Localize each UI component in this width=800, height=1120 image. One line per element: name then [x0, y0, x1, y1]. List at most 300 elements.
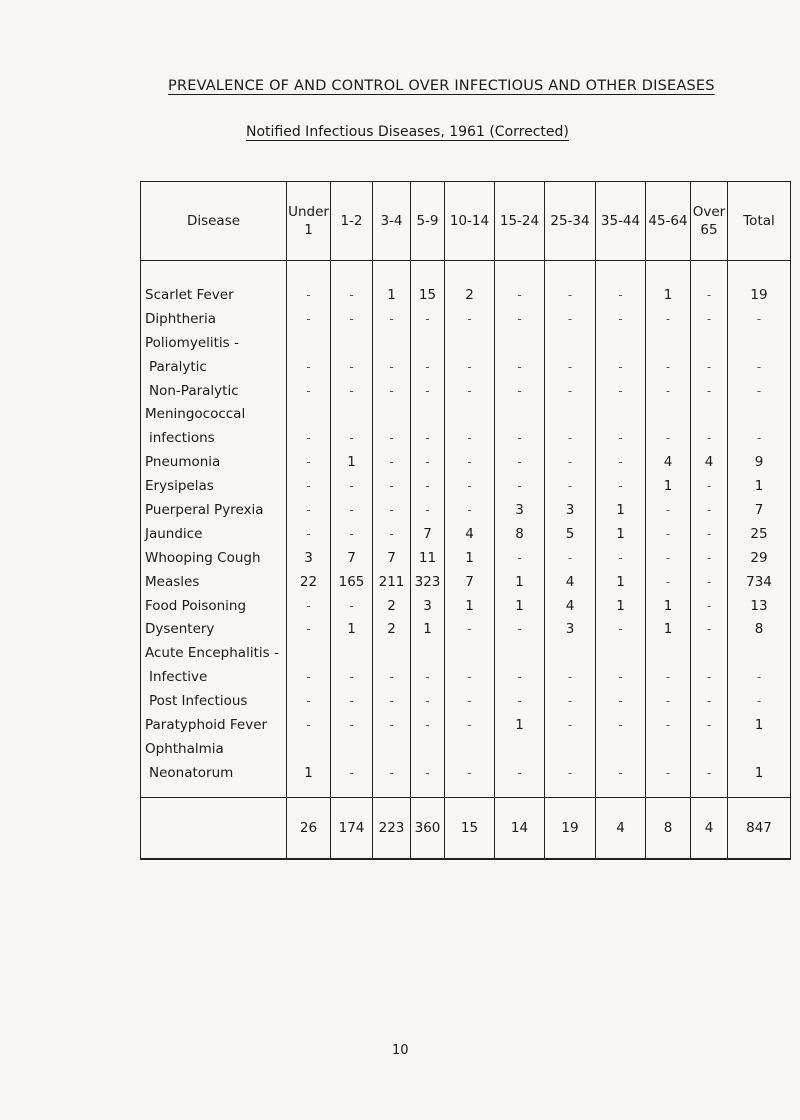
- column-header-disease: [141, 182, 287, 261]
- table-cell: 3: [287, 546, 331, 570]
- table-cell: -: [331, 761, 373, 785]
- table-cell: 7: [373, 546, 411, 570]
- disease-name: Diphtheria: [141, 307, 287, 331]
- table-cell: -: [691, 261, 728, 307]
- table-cell: -: [691, 355, 728, 379]
- table-cell: [596, 737, 646, 761]
- table-cell: [287, 331, 331, 355]
- table-cell: -: [691, 761, 728, 785]
- table-cell: -: [728, 665, 791, 689]
- table-cell: [373, 402, 411, 426]
- column-header: [691, 182, 728, 261]
- disease-name: Ophthalmia: [141, 737, 287, 761]
- table-cell: [445, 737, 495, 761]
- table-cell: [691, 737, 728, 761]
- table-cell: 7: [445, 570, 495, 594]
- table-cell: -: [331, 261, 373, 307]
- total-cell: 14: [495, 797, 545, 859]
- table-cell: -: [691, 426, 728, 450]
- table-cell: 8: [728, 617, 791, 641]
- table-cell: -: [691, 689, 728, 713]
- table-cell: -: [495, 379, 545, 403]
- table-cell: -: [287, 379, 331, 403]
- table-cell: [646, 641, 691, 665]
- column-header-label: 45-64: [648, 213, 688, 229]
- disease-name: Acute Encephalitis -: [141, 641, 287, 665]
- table-cell: 1: [646, 617, 691, 641]
- table-cell: 8: [495, 522, 545, 546]
- table-cell: -: [545, 546, 596, 570]
- table-cell: -: [331, 307, 373, 331]
- table-cell: 1: [373, 261, 411, 307]
- disease-name: Pneumonia: [141, 450, 287, 474]
- table-cell: -: [445, 498, 495, 522]
- column-header-label: 15-24: [499, 213, 540, 229]
- table-row: [141, 426, 791, 450]
- spacer-cell: [495, 785, 545, 798]
- spacer-cell: [331, 785, 373, 798]
- table-cell: -: [287, 713, 331, 737]
- table-cell: [545, 737, 596, 761]
- table-cell: -: [691, 594, 728, 618]
- column-header: [545, 182, 596, 261]
- table-cell: -: [596, 450, 646, 474]
- table-title: Notified Infectious Diseases, 1961 (Corrected): [246, 124, 569, 140]
- table-cell: [646, 737, 691, 761]
- table-cell: 4: [545, 570, 596, 594]
- table-cell: -: [691, 617, 728, 641]
- table-cell: -: [445, 665, 495, 689]
- table-row: [141, 498, 791, 522]
- total-cell: 15: [445, 797, 495, 859]
- total-cell: 26: [287, 797, 331, 859]
- table-cell: -: [495, 546, 545, 570]
- table-cell: 1: [596, 522, 646, 546]
- table-cell: 1: [596, 498, 646, 522]
- table-cell: -: [331, 689, 373, 713]
- table-cell: 1: [331, 617, 373, 641]
- page-number: 10: [392, 1043, 409, 1058]
- table-cell: 3: [411, 594, 445, 618]
- table-cell: -: [545, 713, 596, 737]
- total-cell: 4: [596, 797, 646, 859]
- disease-name: Food Poisoning: [141, 594, 287, 618]
- table-cell: [596, 641, 646, 665]
- disease-name: Poliomyelitis -: [141, 331, 287, 355]
- table-cell: -: [495, 450, 545, 474]
- table-cell: 1: [728, 713, 791, 737]
- table-cell: -: [646, 546, 691, 570]
- table-cell: 11: [411, 546, 445, 570]
- table-cell: -: [373, 498, 411, 522]
- table-cell: -: [411, 450, 445, 474]
- table-cell: -: [411, 355, 445, 379]
- spacer-cell: [545, 785, 596, 798]
- table-cell: 734: [728, 570, 791, 594]
- table-cell: -: [287, 355, 331, 379]
- table-cell: 13: [728, 594, 791, 618]
- totals-row: [141, 797, 791, 859]
- table-cell: -: [287, 617, 331, 641]
- totals-label-cell: [141, 797, 287, 859]
- table-row: [141, 761, 791, 785]
- table-cell: -: [373, 307, 411, 331]
- table-cell: -: [646, 522, 691, 546]
- table-cell: [545, 331, 596, 355]
- table-cell: -: [331, 594, 373, 618]
- table-cell: -: [445, 713, 495, 737]
- table-cell: -: [445, 474, 495, 498]
- table-row: [141, 665, 791, 689]
- total-cell: 4: [691, 797, 728, 859]
- table-cell: -: [287, 474, 331, 498]
- spacer-cell: [728, 785, 791, 798]
- table-cell: -: [411, 498, 445, 522]
- table-cell: -: [646, 689, 691, 713]
- column-header: [411, 182, 445, 261]
- table-cell: 211: [373, 570, 411, 594]
- spacer-cell: [287, 785, 331, 798]
- table-cell: -: [545, 426, 596, 450]
- table-cell: -: [411, 713, 445, 737]
- table-cell: 2: [373, 594, 411, 618]
- table-row: [141, 474, 791, 498]
- table-cell: -: [411, 307, 445, 331]
- table-cell: [445, 331, 495, 355]
- table-cell: -: [411, 761, 445, 785]
- table-cell: -: [728, 307, 791, 331]
- table-cell: -: [646, 426, 691, 450]
- table-cell: [545, 402, 596, 426]
- table-cell: -: [331, 498, 373, 522]
- table-row: [141, 379, 791, 403]
- disease-name: Infective: [141, 665, 287, 689]
- table-cell: -: [445, 450, 495, 474]
- spacer-cell: [141, 785, 287, 798]
- table-cell: -: [646, 307, 691, 331]
- column-header-label: Total: [743, 213, 775, 229]
- disease-name: Jaundice: [141, 522, 287, 546]
- table-cell: -: [495, 474, 545, 498]
- table-cell: -: [411, 665, 445, 689]
- disease-name: Measles: [141, 570, 287, 594]
- table-cell: -: [545, 379, 596, 403]
- table-cell: -: [691, 522, 728, 546]
- table-cell: 1: [445, 546, 495, 570]
- table-cell: -: [545, 261, 596, 307]
- table-cell: 3: [545, 617, 596, 641]
- table-cell: [373, 737, 411, 761]
- table-cell: -: [545, 689, 596, 713]
- table-cell: 9: [728, 450, 791, 474]
- table-cell: [331, 402, 373, 426]
- table-cell: -: [596, 307, 646, 331]
- table-cell: [691, 402, 728, 426]
- table-cell: [411, 402, 445, 426]
- table-cell: 1: [646, 594, 691, 618]
- table-row: [141, 402, 791, 426]
- table-cell: 4: [545, 594, 596, 618]
- table-cell: -: [373, 450, 411, 474]
- table-row: [141, 570, 791, 594]
- table-cell: -: [411, 689, 445, 713]
- table-row: [141, 594, 791, 618]
- table-cell: -: [331, 379, 373, 403]
- disease-name: Paratyphoid Fever: [141, 713, 287, 737]
- table-cell: -: [331, 355, 373, 379]
- table-cell: [646, 331, 691, 355]
- spacer-cell: [411, 785, 445, 798]
- table-cell: -: [545, 474, 596, 498]
- table-cell: -: [411, 474, 445, 498]
- table-cell: -: [445, 689, 495, 713]
- spacer-cell: [646, 785, 691, 798]
- table-cell: -: [287, 426, 331, 450]
- table-cell: -: [596, 426, 646, 450]
- table-cell: 1: [596, 570, 646, 594]
- column-header-label: 3-4: [380, 213, 403, 229]
- table-body: [141, 261, 791, 798]
- column-header-label: Over: [692, 204, 726, 220]
- table-cell: -: [545, 307, 596, 331]
- table-cell: -: [545, 761, 596, 785]
- table-cell: [411, 641, 445, 665]
- table-cell: -: [287, 307, 331, 331]
- table-cell: [596, 402, 646, 426]
- table-row: [141, 641, 791, 665]
- table-cell: -: [728, 379, 791, 403]
- table-cell: [331, 641, 373, 665]
- column-header: [596, 182, 646, 261]
- table-cell: [373, 331, 411, 355]
- table-cell: -: [646, 498, 691, 522]
- table-cell: [331, 737, 373, 761]
- table-cell: -: [287, 450, 331, 474]
- column-header: [646, 182, 691, 261]
- column-header: [373, 182, 411, 261]
- table-cell: -: [495, 426, 545, 450]
- table-cell: 4: [445, 522, 495, 546]
- table-cell: -: [596, 761, 646, 785]
- disease-name: Scarlet Fever: [141, 261, 287, 307]
- table-cell: -: [373, 426, 411, 450]
- table-cell: -: [691, 498, 728, 522]
- table-cell: -: [691, 474, 728, 498]
- table-cell: [373, 641, 411, 665]
- table-cell: -: [445, 379, 495, 403]
- total-cell: 19: [545, 797, 596, 859]
- table-cell: [728, 641, 791, 665]
- table-cell: [728, 331, 791, 355]
- table-cell: -: [646, 355, 691, 379]
- table-cell: -: [331, 522, 373, 546]
- table-cell: 4: [691, 450, 728, 474]
- column-header-label: 1-2: [340, 213, 363, 229]
- table-cell: -: [331, 426, 373, 450]
- table-cell: [287, 737, 331, 761]
- column-header-label: 10-14: [449, 213, 490, 229]
- table-cell: 2: [373, 617, 411, 641]
- table-cell: -: [373, 522, 411, 546]
- table-cell: 7: [411, 522, 445, 546]
- table-row: [141, 261, 791, 307]
- table-cell: -: [373, 474, 411, 498]
- table-cell: -: [373, 761, 411, 785]
- table-cell: [287, 402, 331, 426]
- column-header-label: Under: [288, 204, 329, 220]
- table-cell: 2: [445, 261, 495, 307]
- table-cell: [691, 331, 728, 355]
- total-cell: 8: [646, 797, 691, 859]
- spacer-cell: [691, 785, 728, 798]
- table-cell: -: [691, 570, 728, 594]
- table-cell: -: [445, 761, 495, 785]
- table-cell: -: [596, 546, 646, 570]
- table-cell: -: [596, 379, 646, 403]
- table-cell: 1: [287, 761, 331, 785]
- table-cell: -: [373, 355, 411, 379]
- table-cell: -: [445, 617, 495, 641]
- table-cell: 25: [728, 522, 791, 546]
- table-cell: -: [411, 379, 445, 403]
- table-cell: 29: [728, 546, 791, 570]
- table-cell: -: [596, 474, 646, 498]
- table-cell: -: [331, 665, 373, 689]
- table-cell: 7: [728, 498, 791, 522]
- column-header: [331, 182, 373, 261]
- column-header: [445, 182, 495, 261]
- table-cell: 19: [728, 261, 791, 307]
- total-cell: 174: [331, 797, 373, 859]
- table-row: [141, 450, 791, 474]
- table-cell: 1: [495, 570, 545, 594]
- table-cell: -: [646, 570, 691, 594]
- column-header: [495, 182, 545, 261]
- table-row: [141, 331, 791, 355]
- table-cell: -: [495, 355, 545, 379]
- table-cell: -: [691, 379, 728, 403]
- table-row: [141, 355, 791, 379]
- table-cell: [495, 641, 545, 665]
- table-cell: -: [287, 665, 331, 689]
- table-cell: [545, 641, 596, 665]
- disease-name: Dysentery: [141, 617, 287, 641]
- table-cell: 1: [646, 261, 691, 307]
- table-cell: [691, 641, 728, 665]
- table-cell: [445, 641, 495, 665]
- column-header-label: 5-9: [416, 213, 439, 229]
- table-cell: -: [287, 498, 331, 522]
- table-cell: -: [596, 713, 646, 737]
- table-row: [141, 522, 791, 546]
- table-cell: 15: [411, 261, 445, 307]
- table-cell: -: [646, 379, 691, 403]
- table-cell: -: [445, 307, 495, 331]
- disease-name: Non-Paralytic: [141, 379, 287, 403]
- table-cell: -: [691, 307, 728, 331]
- table-cell: -: [373, 713, 411, 737]
- table-cell: -: [545, 665, 596, 689]
- table-cell: [728, 402, 791, 426]
- table-cell: -: [495, 617, 545, 641]
- spacer-cell: [596, 785, 646, 798]
- table-cell: 3: [495, 498, 545, 522]
- table-cell: -: [373, 379, 411, 403]
- disease-name: infections: [141, 426, 287, 450]
- column-header-label-line2: 65: [700, 222, 718, 238]
- table-cell: 1: [445, 594, 495, 618]
- table-cell: [495, 402, 545, 426]
- table-cell: 1: [411, 617, 445, 641]
- table-cell: -: [646, 665, 691, 689]
- table-cell: [728, 737, 791, 761]
- table-cell: [495, 331, 545, 355]
- column-header-label: 35-44: [600, 213, 641, 229]
- table-row: [141, 307, 791, 331]
- table-cell: [331, 331, 373, 355]
- table-cell: [411, 737, 445, 761]
- column-header-label: Disease: [186, 213, 241, 229]
- header-row: [141, 182, 791, 261]
- spacer-row: [141, 785, 791, 798]
- table-cell: [495, 737, 545, 761]
- table-cell: -: [495, 689, 545, 713]
- total-cell: 360: [411, 797, 445, 859]
- table-cell: [287, 641, 331, 665]
- table-cell: 1: [331, 450, 373, 474]
- table-cell: 1: [495, 713, 545, 737]
- table-row: [141, 713, 791, 737]
- spacer-cell: [373, 785, 411, 798]
- disease-name: Whooping Cough: [141, 546, 287, 570]
- table-cell: -: [495, 665, 545, 689]
- table-cell: -: [373, 665, 411, 689]
- table-cell: [596, 331, 646, 355]
- table-cell: -: [728, 689, 791, 713]
- table-cell: -: [545, 450, 596, 474]
- table-cell: -: [646, 761, 691, 785]
- table-cell: 323: [411, 570, 445, 594]
- table-cell: -: [728, 355, 791, 379]
- table-cell: -: [596, 689, 646, 713]
- notified-diseases-table: [140, 181, 791, 860]
- disease-name: Puerperal Pyrexia: [141, 498, 287, 522]
- table-cell: -: [596, 355, 646, 379]
- table-cell: -: [728, 426, 791, 450]
- table-cell: -: [646, 713, 691, 737]
- column-header-label: 25-34: [550, 213, 590, 229]
- table-row: [141, 546, 791, 570]
- table-cell: 1: [728, 761, 791, 785]
- disease-name: Post Infectious: [141, 689, 287, 713]
- column-header: [728, 182, 791, 261]
- table-row: [141, 737, 791, 761]
- table-cell: -: [691, 665, 728, 689]
- table-cell: [646, 402, 691, 426]
- table-row: [141, 617, 791, 641]
- table-cell: 1: [495, 594, 545, 618]
- table-cell: -: [445, 355, 495, 379]
- total-cell: 223: [373, 797, 411, 859]
- disease-name: Paralytic: [141, 355, 287, 379]
- table-cell: -: [691, 713, 728, 737]
- table-cell: -: [411, 426, 445, 450]
- table-cell: -: [287, 689, 331, 713]
- column-header: [287, 182, 331, 261]
- disease-name: Erysipelas: [141, 474, 287, 498]
- table-cell: -: [445, 426, 495, 450]
- table-cell: 1: [728, 474, 791, 498]
